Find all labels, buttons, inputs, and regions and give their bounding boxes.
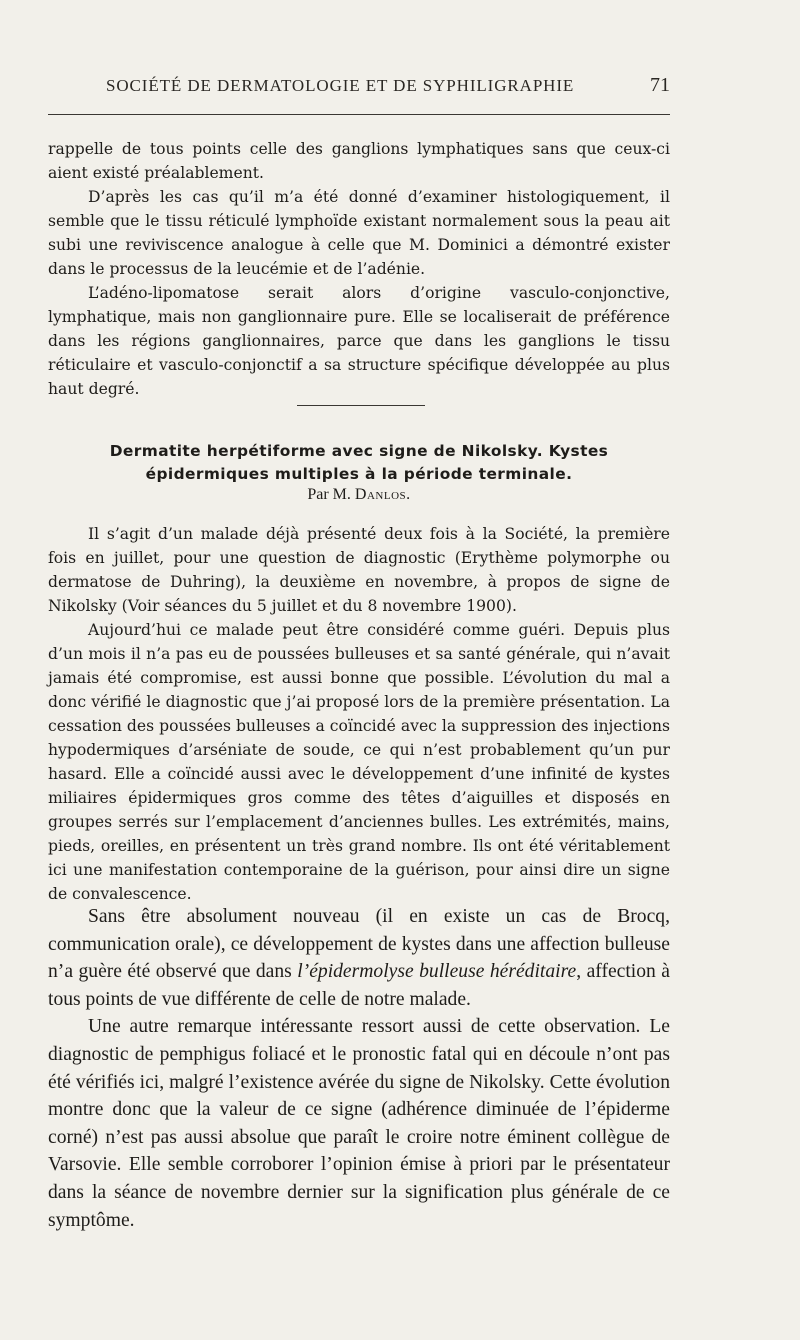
paragraph: D’après les cas qu’il m’a été donné d’examiner histologiquement, il semble que le tissu réticulé lymphoïde existant normalement sous la peau ait subi une reviviscence analogue à celle que M. Dominici a démontré exister dans le processus de la leucémie et de l’adénie. (48, 188, 670, 278)
article-title: Dermatite herpétiforme avec signe de Nikolsky. Kystes épidermiques multiples à la période terminale. (109, 442, 609, 483)
author-line (48, 486, 670, 504)
section-separator (297, 405, 425, 406)
paragraph: Il s’agit d’un malade déjà présenté deux fois à la Société, la première fois en juillet, pour une question de diagnostic (Erythème polymorphe ou dermatose de Duhring), la deuxième en novembre, à propos de signe de Nikolsky (Voir séances du 5 juillet et du 8 novembre 1900). (48, 525, 670, 615)
running-head-title: SOCIÉTÉ DE DERMATOLOGIE ET DE SYPHILIGRAPHIE (106, 76, 575, 95)
article-body (48, 522, 670, 906)
author-name: Danlos. (354, 486, 411, 503)
article-body-large (48, 903, 670, 1234)
author-prefix: Par M. (307, 486, 351, 503)
paragraph-text: Sans être absolument nouveau (il en existe un cas de Brocq, communication orale), ce développement de kystes dans une affection bulleuse n’a guère été observé que dans (48, 906, 670, 983)
header-rule (48, 114, 670, 115)
page-number: 71 (650, 74, 670, 96)
paragraph: L’adéno-lipomatose serait alors d’origine vasculo-conjonctive, lymphatique, mais non ganglionnaire pure. Elle se localiserait de préférence dans les régions ganglionnaires, parce que dans les ganglions le tissu réticulaire et vasculo-conjonctif a sa structure spécifique développée au plus haut degré. (48, 284, 670, 398)
paragraph: Aujourd’hui ce malade peut être considéré comme guéri. Depuis plus d’un mois il n’a pas eu de poussées bulleuses et sa santé générale, qui n’avait jamais été compromise, est aussi bonne que possible. L’évolution du mal a donc vérifié le diagnostic que j’ai proposé lors de la première présentation. La cessation des poussées bulleuses a coïncidé avec la suppression des injections hypodermiques d’arséniate de soude, ce qui n’est probablement qu’un pur hasard. Elle a coïncidé aussi avec le développement d’une infinité de kystes miliaires épidermiques gros comme des têtes d’aiguilles et disposés en groupes serrés sur l’emplacement d’anciennes bulles. Les extrémités, mains, pieds, oreilles, en présentent un très grand nombre. Ils ont été véritablement ici une manifestation contemporaine de la guérison, pour ainsi dire un signe de convalescence. (48, 621, 670, 903)
previous-article-text (48, 137, 670, 401)
paragraph (48, 903, 670, 1013)
paragraph: rappelle de tous points celle des ganglions lymphatiques sans que ceux-ci aient existé préalablement. (48, 140, 670, 182)
paragraph: Une autre remarque intéressante ressort aussi de cette observation. Le diagnostic de pemphigus foliacé et le pronostic fatal qui en découle n’ont pas été vérifiés ici, malgré l’existence avérée du signe de Nikolsky. Cette évolution montre donc que la valeur de ce signe (adhérence diminuée de l’épiderme corné) n’est pas aussi absolue que paraît le croire notre éminent collègue de Varsovie. Elle semble corroborer l’opinion émise à priori par le présentateur dans la séance de novembre dernier sur la signification plus générale de ce symptôme. (48, 1016, 670, 1231)
emphasis: l’épidermolyse bulleuse héréditaire (297, 961, 577, 983)
paragraph-text: , affection à tous points de vue différente de celle de notre malade. (48, 961, 670, 1010)
